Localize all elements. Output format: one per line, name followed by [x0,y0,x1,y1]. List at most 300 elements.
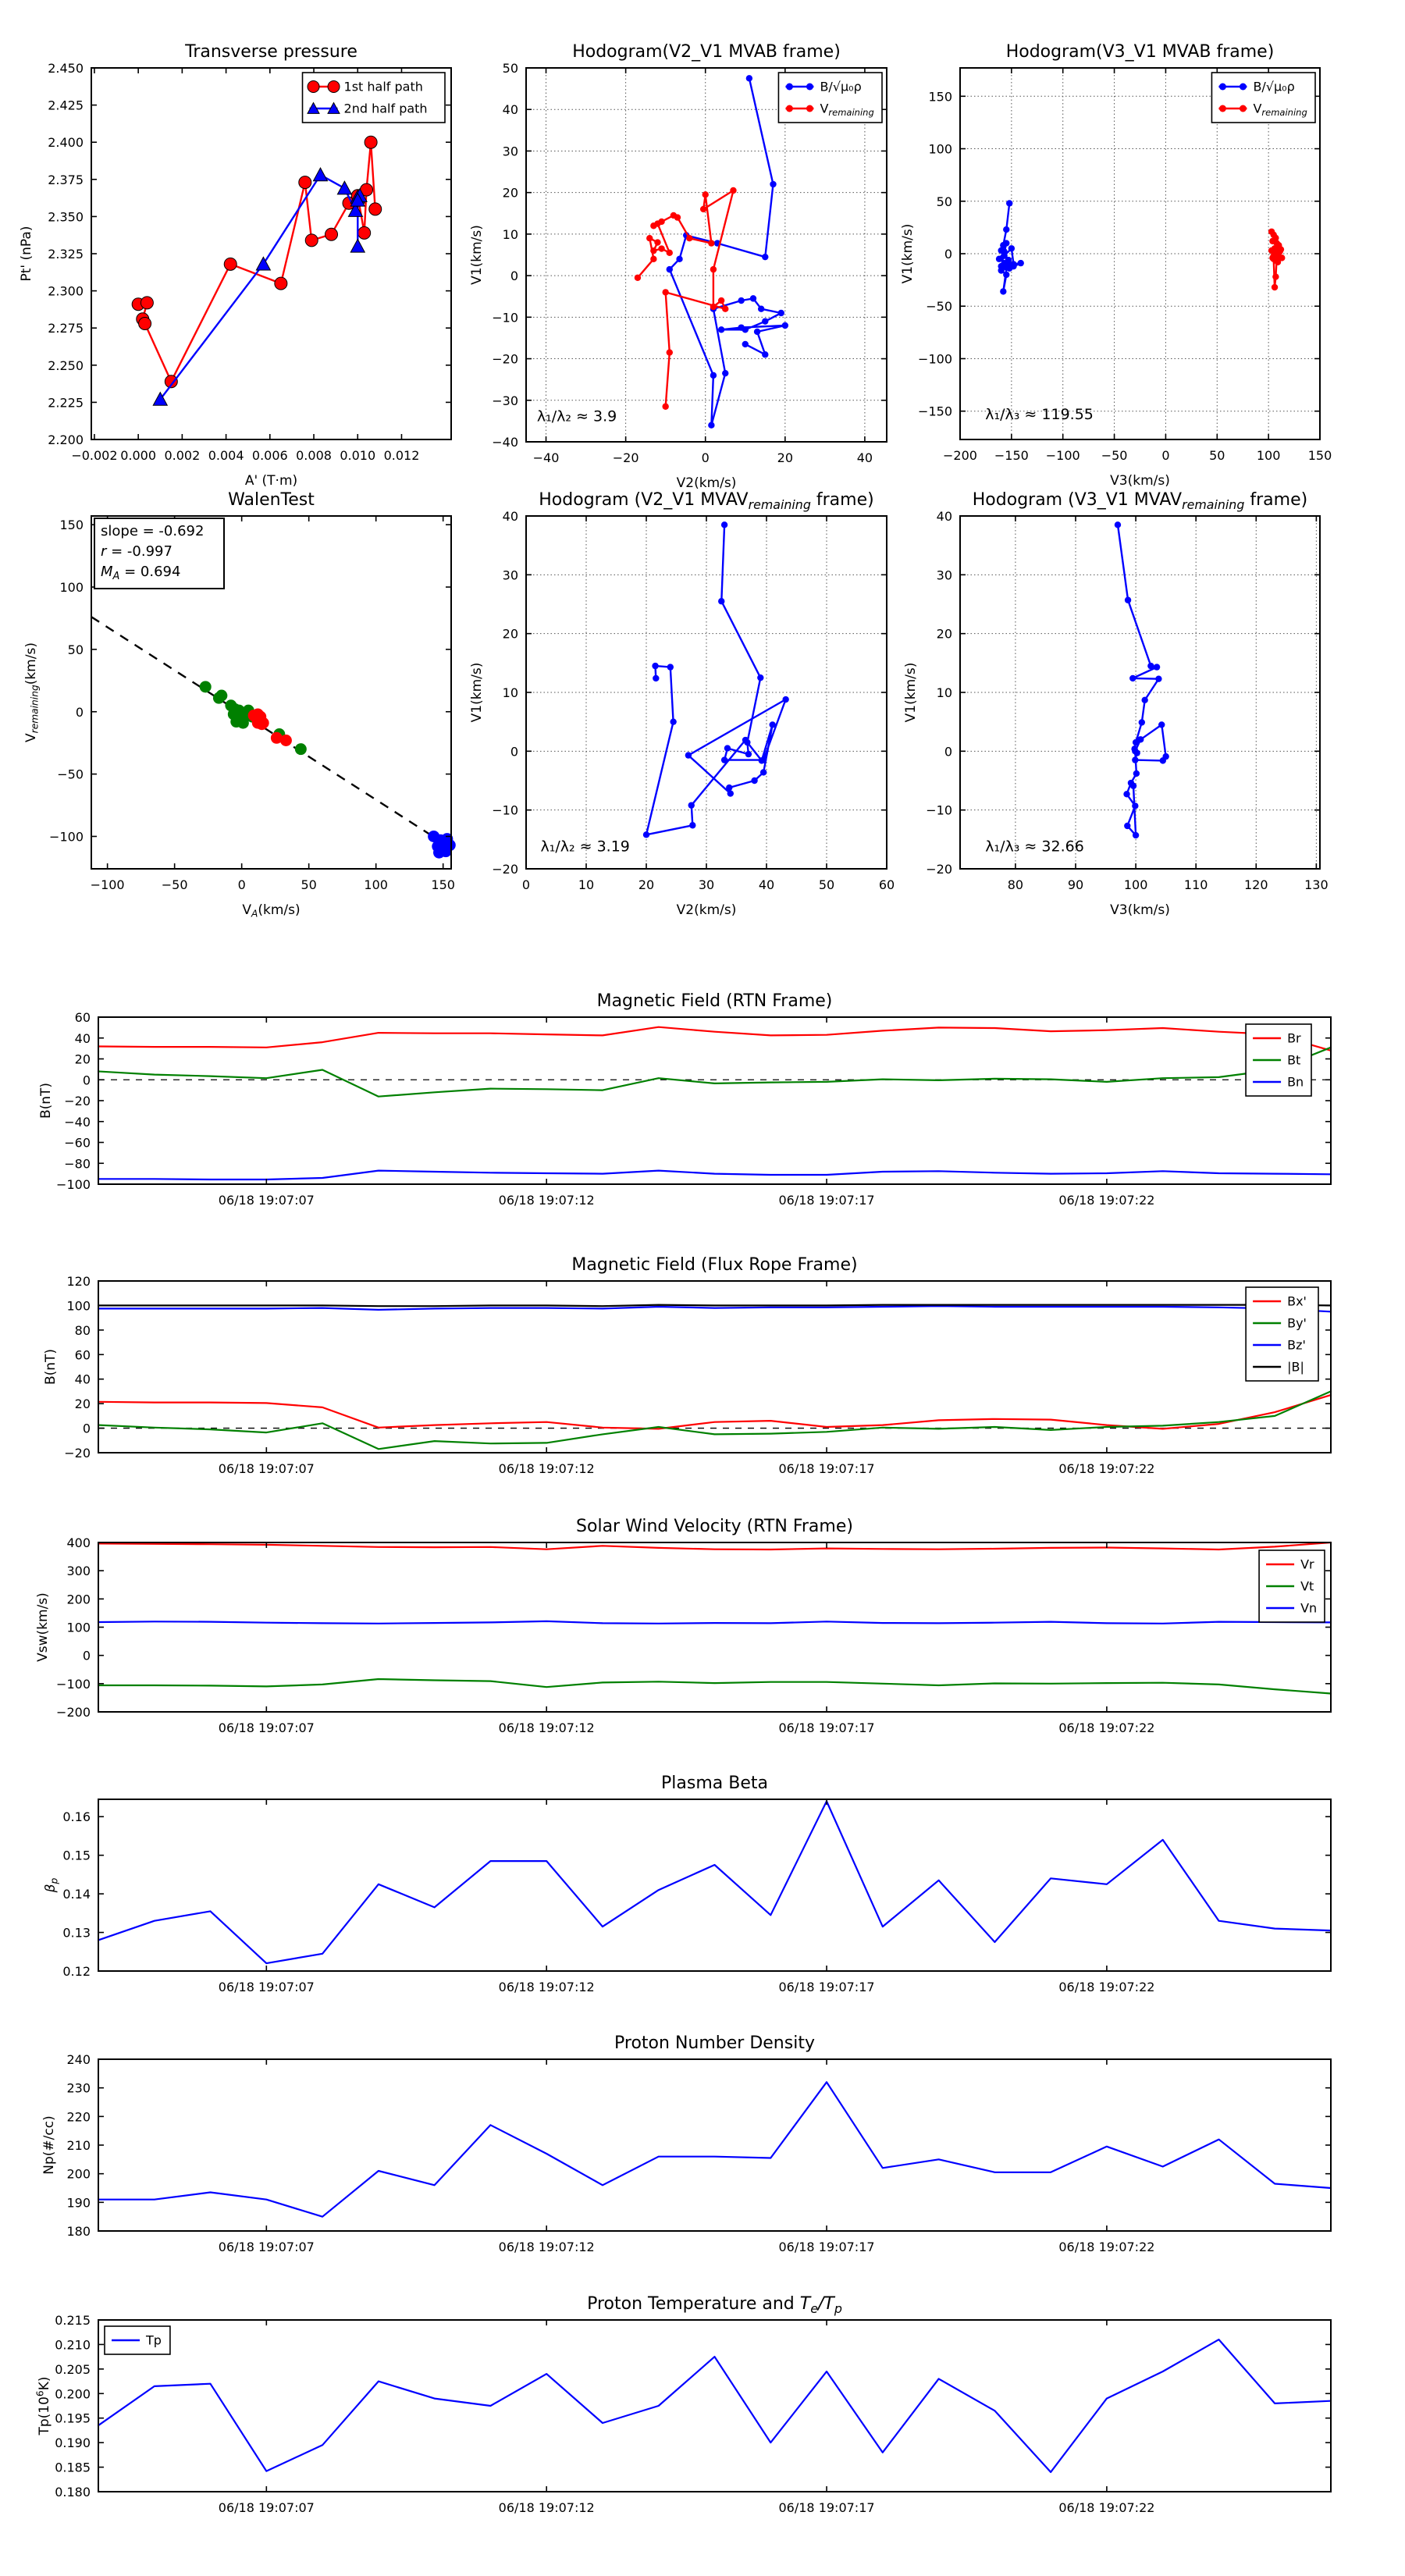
y-tick-label: 2.325 [48,247,84,262]
ticks [66,2052,1331,2254]
x-tick-label: −100 [90,877,125,892]
dot-marker [1162,753,1168,760]
y-tick-label: −10 [492,310,518,326]
y-tick-label: 2.450 [48,61,84,76]
y-axis-label: $Tp(10^6K)$ [34,2376,52,2435]
chart-title: Proton Number Density [614,2033,815,2053]
x-tick-label: 06/18 19:07:07 [218,1980,315,1994]
dot-marker [1129,675,1136,681]
series-v-remaining-path [643,521,789,838]
dot-marker [1003,240,1009,246]
dot-marker [742,341,749,347]
dot-marker [1008,245,1015,251]
circle-marker [275,277,287,290]
y-tick-label: −50 [926,299,952,315]
y-tick-label: 40 [74,1372,91,1387]
ticks [918,68,1332,463]
dot-marker [685,752,692,758]
legend [105,2326,170,2354]
y-axis-label: Pt' (nPa) [19,226,34,282]
dot-marker [1139,719,1145,725]
dot-marker [786,84,793,91]
x-tick-label: 06/18 19:07:17 [778,1720,875,1735]
x-tick-label: 50 [818,877,835,892]
legend-label: B/√μ₀ρ [1253,79,1295,94]
y-tick-label: 0.12 [62,1964,91,1979]
series-vr [98,1542,1331,1550]
y-tick-label: −10 [926,802,952,818]
stats-line: r = -0.997 [101,543,173,560]
x-tick-label: 06/18 19:07:17 [778,1193,875,1208]
x-tick-label: 06/18 19:07:07 [218,1193,315,1208]
x-tick-label: 130 [1304,877,1329,892]
dot-marker [727,790,734,796]
y-tick-label: −30 [492,393,518,408]
annotation: λ₁/λ₃ ≈ 32.66 [985,838,1084,856]
x-tick-label: −100 [1045,448,1080,463]
dot-marker [745,751,752,757]
dot-marker [280,735,292,746]
y-tick-label: 40 [502,509,518,524]
y-tick-label: 0 [510,269,518,284]
legend-label: Bx' [1287,1293,1307,1309]
series-b-sqrt-mu0-rho- [667,75,788,429]
series-line [160,175,360,400]
y-axis-label: Vsw(km/s) [35,1592,51,1662]
y-axis-label: $V_{remaining}(km/s)$ [23,642,41,742]
transverse-pressure-chart [19,42,451,489]
x-tick-label: 50 [301,877,317,892]
dot-marker [686,235,692,241]
y-tick-label: 0.180 [55,2485,91,2500]
legend [303,73,445,123]
x-tick-label: 06/18 19:07:17 [778,2500,875,2515]
series-beta-p [98,1802,1331,1964]
series-line [98,1391,1331,1449]
dot-marker [1123,791,1129,797]
x-tick-label: 20 [638,877,655,892]
dot-marker [700,206,706,212]
y-tick-label: 80 [74,1322,91,1338]
x-tick-label: −40 [532,450,560,465]
dot-marker [674,214,681,220]
x-tick-label: −150 [994,448,1029,463]
legend [778,73,882,123]
series-v-remaining [635,187,737,410]
dot-marker [1003,226,1009,233]
y-tick-label: 2.300 [48,283,84,299]
hodogram-v2v1-mvab-chart [469,42,887,491]
dot-marker [1154,664,1160,670]
y-tick-label: 0.205 [55,2361,91,2377]
dot-marker [782,322,788,329]
solar-wind-velocity-chart [35,1517,1331,1735]
y-tick-label: 2.350 [48,209,84,225]
y-tick-label: −10 [492,802,518,818]
dot-marker [650,247,656,254]
dot-marker [667,664,674,670]
y-tick-label: 100 [66,1298,91,1314]
dot-marker [786,105,793,112]
series-br [98,1027,1331,1051]
legend-label: Br [1287,1030,1301,1046]
x-tick-label: 0.004 [208,448,244,463]
legend-label: Vn [1300,1600,1318,1616]
axes-frame [526,68,887,442]
annotation: λ₁/λ₂ ≈ 3.19 [540,838,630,856]
dot-marker [200,681,212,692]
x-tick-label: 0 [237,877,246,892]
dot-marker [1130,783,1136,789]
y-tick-label: 200 [66,1592,91,1607]
dot-marker [1001,248,1007,254]
dot-marker [1271,256,1277,262]
y-tick-label: 40 [74,1030,91,1046]
y-tick-label: −100 [918,351,952,367]
chart-title: Proton Temperature and $T_e/T_p$ [587,2294,842,2316]
legend [1246,1024,1311,1096]
dot-marker [708,240,714,246]
y-tick-label: 0.16 [62,1809,91,1825]
x-tick-label: 06/18 19:07:12 [498,1980,595,1994]
x-tick-label: 90 [1067,877,1084,892]
y-tick-label: −20 [492,351,518,367]
dot-marker [718,297,724,304]
x-tick-label: 06/18 19:07:12 [498,1720,595,1735]
dot-marker [662,404,668,410]
y-tick-label: 30 [936,568,952,583]
legend [1246,1287,1318,1381]
dot-marker [215,689,227,701]
dot-marker [770,721,776,728]
x-tick-label: 06/18 19:07:12 [498,1193,595,1208]
y-tick-label: 30 [502,568,518,583]
dot-marker [1240,84,1247,91]
series-np [98,2082,1331,2216]
y-axis-label: V1(km/s) [900,223,916,284]
dot-marker [667,266,673,272]
y-tick-label: 2.425 [48,98,84,113]
y-axis-label: V1(km/s) [469,662,485,723]
dot-marker [650,256,656,262]
y-tick-label: −20 [492,862,518,877]
dot-marker [718,598,724,604]
dot-marker [702,191,709,197]
x-tick-label: 06/18 19:07:17 [778,1980,875,1994]
x-tick-label: 50 [1209,448,1225,463]
x-axis-label: V2(km/s) [676,475,737,491]
ticks [55,2313,1331,2515]
hodogram-v2v1-mvav-chart [469,490,895,918]
x-tick-label: 0 [521,877,531,892]
dot-marker [1132,802,1138,809]
y-tick-label: 0 [944,247,952,262]
dot-marker [726,785,732,791]
series-line [98,1621,1331,1624]
dot-marker [658,245,664,251]
y-axis-label: V1(km/s) [903,662,919,723]
dot-marker [754,329,760,335]
x-tick-label: 0.006 [251,448,288,463]
dot-marker [1147,663,1154,669]
x-axis-label: $V_A(km/s)$ [242,902,301,920]
triangle-marker [313,168,327,181]
dot-marker [762,318,768,324]
ticks [492,509,895,892]
y-tick-label: −50 [57,767,84,782]
series-line [98,1171,1331,1179]
y-tick-label: 60 [74,1010,91,1025]
y-tick-label: −100 [56,1177,91,1192]
x-tick-label: 40 [758,877,775,892]
y-tick-label: 180 [66,2224,91,2239]
x-tick-label: −0.002 [71,448,118,463]
circle-marker [224,258,237,270]
x-tick-label: 06/18 19:07:12 [498,1461,595,1476]
chart-title: Hodogram (V2_V1 $MVAV_{remaining}$ frame) [539,490,874,512]
y-tick-label: 230 [66,2080,91,2096]
x-tick-label: 06/18 19:07:07 [218,1461,315,1476]
y-tick-label: 2.400 [48,135,84,151]
series-line [98,1679,1331,1694]
series-line [98,2339,1331,2472]
x-tick-label: 06/18 19:07:22 [1058,2240,1155,2254]
legend-label: Bt [1287,1052,1301,1068]
x-tick-label: 40 [856,450,873,465]
dot-marker [1010,263,1016,269]
dot-marker [730,187,736,194]
dot-marker [996,256,1002,262]
x-tick-label: 80 [1007,877,1024,892]
series-vt [98,1679,1331,1694]
dot-marker [762,254,768,260]
x-tick-label: 06/18 19:07:22 [1058,1461,1155,1476]
dot-marker [1158,721,1165,728]
grid [960,516,1320,869]
x-tick-label: 10 [578,877,595,892]
y-axis-label: B(nT) [43,1348,59,1386]
series-line [98,1048,1331,1097]
dot-marker [658,219,664,225]
y-tick-label: 50 [936,194,952,209]
y-tick-label: 0 [510,744,518,760]
y-tick-label: −40 [492,435,518,450]
dot-marker [724,745,731,751]
dot-marker [760,769,767,775]
grid [526,68,887,442]
dot-marker [1000,288,1006,294]
x-tick-label: 100 [364,877,388,892]
y-tick-label: 20 [936,626,952,642]
x-tick-label: 0.012 [383,448,420,463]
dot-marker [670,718,676,724]
y-tick-label: 200 [66,2166,91,2182]
chart-title: Transverse pressure [185,42,357,62]
dot-marker [1018,260,1024,266]
dot-marker [1219,105,1226,112]
ticks [62,1799,1331,1994]
stats-line: slope = -0.692 [101,523,205,539]
y-tick-label: 0.210 [55,2337,91,2353]
legend-label: 1st half path [343,79,423,94]
chart-title: WalenTest [228,490,315,510]
dot-marker [1132,748,1138,754]
series-line [646,525,786,834]
x-axis-label: A' (T·m) [244,473,298,489]
x-tick-label: −50 [1101,448,1128,463]
legend-label: B/√μ₀ρ [820,79,862,94]
dot-marker [688,802,695,808]
plasma-beta-chart [43,1774,1331,1994]
legend [1211,73,1315,123]
y-tick-label: 0.13 [62,1925,91,1941]
axes-frame [91,68,451,439]
dot-marker [1155,675,1161,681]
y-tick-label: 300 [66,1564,91,1579]
dot-marker [718,326,724,333]
dot-marker [710,304,717,310]
legend-label: Vr [1300,1557,1314,1572]
x-tick-label: 06/18 19:07:07 [218,2500,315,2515]
y-tick-label: −20 [64,1446,91,1461]
dot-marker [1272,284,1278,290]
ticks [926,509,1328,892]
grid [960,68,1320,439]
legend [1259,1550,1325,1622]
dot-marker [643,831,649,838]
dot-marker [689,822,695,828]
circle-marker [365,136,377,148]
dot-marker [1137,736,1144,742]
dot-marker [710,372,717,379]
annotation: λ₁/λ₂ ≈ 3.9 [536,407,617,425]
circle-marker [299,176,311,189]
dot-marker [258,717,269,729]
x-tick-label: 06/18 19:07:22 [1058,1720,1155,1735]
proton-temperature-chart [35,2294,1331,2515]
dot-marker [1272,273,1279,279]
dot-marker [1124,823,1130,829]
x-tick-label: 06/18 19:07:12 [498,2500,595,2515]
x-tick-label: 100 [1256,448,1281,463]
x-tick-label: 06/18 19:07:22 [1058,2500,1155,2515]
x-tick-label: 0.000 [120,448,157,463]
triangle-marker [337,181,351,194]
circle-marker [305,234,318,247]
ticks [56,1535,1331,1735]
dot-marker [722,305,728,311]
x-axis-label: V3(km/s) [1110,473,1170,489]
circle-marker [358,226,371,239]
y-tick-label: 20 [74,1051,91,1067]
series-bx- [98,1395,1331,1429]
series-vn [98,1621,1331,1624]
ticks [56,1010,1331,1208]
y-axis-label: Np(#/cc) [41,2115,57,2175]
dot-marker [722,370,728,376]
hodogram-v3v1-mvab-chart [900,42,1332,489]
chart-title: Solar Wind Velocity (RTN Frame) [576,1517,853,1536]
y-tick-label: −40 [64,1114,91,1130]
dot-marker [778,310,784,316]
y-tick-label: 60 [74,1347,91,1363]
triangle-marker [350,239,365,252]
dot-marker [237,717,249,729]
y-tick-label: 0.195 [55,2411,91,2426]
x-tick-label: −50 [161,877,188,892]
mag-field-rtn-chart [38,991,1331,1208]
dot-marker [1125,597,1131,603]
hodogram-v3v1-mvav-chart [903,490,1329,918]
axes-frame [98,2320,1331,2492]
dot-marker [762,351,768,358]
dot-marker [652,663,658,669]
y-tick-label: 50 [67,642,84,657]
dot-marker [757,674,763,681]
dot-marker [667,349,673,355]
x-tick-label: 0 [701,450,710,465]
x-tick-label: 06/18 19:07:22 [1058,1980,1155,1994]
dot-marker [295,743,307,755]
dot-marker [750,295,756,301]
circle-marker [325,228,338,240]
y-tick-label: −100 [56,1676,91,1692]
axes-frame [98,1017,1331,1184]
legend-label: Bz' [1287,1337,1306,1353]
series-line [98,1802,1331,1964]
y-tick-label: 0 [82,1421,91,1436]
walen-test-chart [23,490,456,920]
dot-marker [1006,200,1012,206]
series-bz- [98,1306,1331,1311]
dot-marker [1219,84,1226,91]
y-tick-label: 10 [936,685,952,700]
x-tick-label: −20 [612,450,639,465]
y-tick-label: 400 [66,1535,91,1550]
y-tick-label: 20 [502,626,518,642]
dot-marker [721,521,727,528]
dot-marker [806,84,813,91]
chart-title: Plasma Beta [661,1774,768,1793]
y-tick-label: 210 [66,2138,91,2153]
dot-marker [806,105,813,112]
legend-label: $V_{remaining}$ [1253,101,1307,119]
x-tick-label: 110 [1183,877,1208,892]
x-axis-label: V2(km/s) [676,902,737,918]
series-b-sqrt-mu0-rho- [996,200,1024,294]
series-v-remaining-path [1115,521,1169,838]
x-tick-label: 150 [1307,448,1332,463]
dot-marker [653,675,659,681]
series-line [98,1395,1331,1429]
y-tick-label: 0.200 [55,2386,91,2402]
circle-marker [140,297,153,309]
y-tick-label: 0 [944,744,952,760]
y-tick-label: 0.15 [62,1848,91,1863]
dot-marker [782,696,788,703]
dot-marker [662,289,668,295]
y-tick-label: 10 [502,685,518,700]
y-tick-label: 40 [936,509,952,524]
y-tick-label: 50 [502,61,518,76]
x-tick-label: 0.008 [296,448,332,463]
series-second-half [248,708,292,746]
dot-marker [433,847,445,859]
y-tick-label: 240 [66,2052,91,2067]
circle-marker [139,317,151,329]
dot-marker [1133,832,1139,838]
y-tick-label: 40 [502,102,518,118]
